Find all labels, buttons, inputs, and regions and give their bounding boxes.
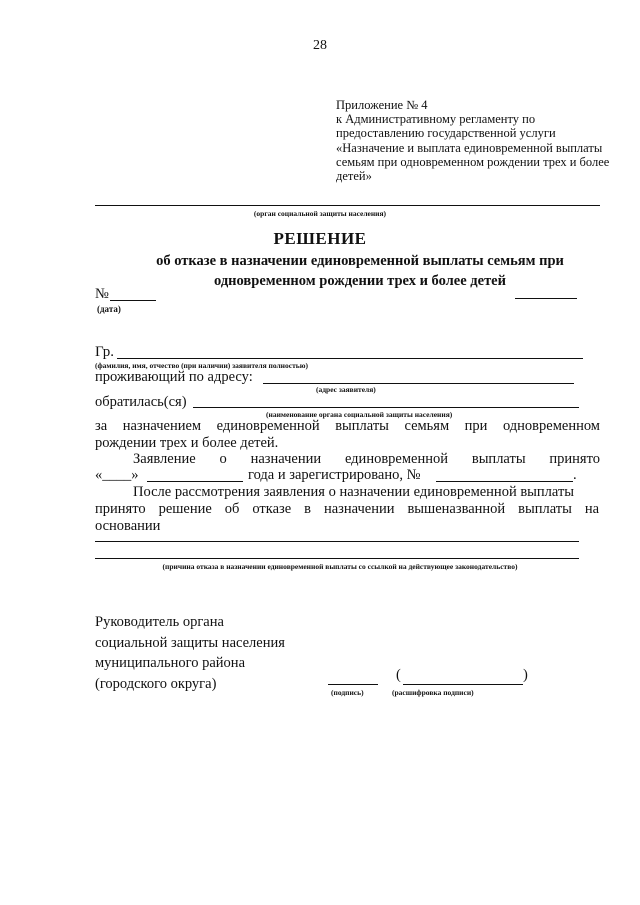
annex-block [336,98,610,184]
number-field-line[interactable] [110,300,156,301]
annex-line: детей» [336,169,372,184]
decode-field-line[interactable] [403,684,523,685]
applied-field-line[interactable] [193,407,579,408]
annex-line: к Административному регламенту по [336,112,536,127]
signatory-line: Руководитель органа [95,614,224,630]
reason-caption: (причина отказа в назначении единовременной выплаты со ссылкой на действующее законодательство) [162,562,518,571]
para2-line: Заявление о назначении единовременной выплаты принято [133,451,601,467]
decode-open-paren: ( [396,667,401,683]
signatory-line: социальной защиты населения [95,634,285,651]
address-field-line[interactable] [263,383,574,384]
page-number: 28 [313,38,327,53]
date-field-line[interactable] [515,298,577,299]
registered-label: года и зарегистрировано, № [248,467,421,483]
signatory-line: (городского округа) [95,675,217,692]
application-date-field[interactable] [147,481,243,482]
date-caption: (дата) [97,304,121,314]
signatory-line: муниципального района [95,655,245,671]
address-label: проживающий по адресу: [95,369,253,385]
applied-label: обратилась(ся) [95,394,187,410]
applied-caption: (наименование органа социальной защиты населения) [266,410,453,419]
document-title: РЕШЕНИЕ [273,229,367,248]
citizen-label: Гр. [95,344,114,360]
para3-line3: основании [95,518,161,534]
reason-field-line[interactable] [95,541,579,542]
decode-close-paren: ) [523,667,528,683]
para1-line2: рождении трех и более детей. [95,435,279,451]
application-date-quote: «____» [95,467,139,483]
para1-line: за назначением единовременной выплаты семьям при одновременном [95,418,600,434]
para3-line2: принято решение об отказе в назначении вышеназванной выплаты на [95,501,600,517]
annex-line: семьям при одновременном рождении трех и более [336,154,610,169]
citizen-field-line[interactable] [117,358,583,359]
para3-line1: После рассмотрения заявления о назначении единовременной выплаты [133,484,575,500]
period: . [573,467,577,483]
org-field-line[interactable] [95,205,600,206]
address-caption: (адрес заявителя) [316,385,376,394]
signature-caption: (подпись) [331,688,364,697]
fio-caption: (фамилия, имя, отчество (при наличии) заявителя полностью) [95,361,308,370]
annex-line: предоставлению государственной услуги [336,126,556,141]
annex-line: Приложение № 4 [336,98,428,112]
org-caption: (орган социальной защиты населения) [253,209,387,218]
signature-field-line[interactable] [328,684,378,685]
signatory-block [95,612,285,694]
annex-line: «Назначение и выплата единовременной выплаты [336,140,603,155]
registration-number-field[interactable] [436,481,573,482]
decode-caption: (расшифровка подписи) [392,688,474,697]
reason-field-line-2[interactable] [95,558,579,559]
subtitle-line: одновременном рождении трех и более детей [214,273,506,289]
document-subtitle [120,251,600,291]
number-label: № [95,286,109,302]
subtitle-line: об отказе в назначении единовременной выплаты семьям при [156,253,564,269]
